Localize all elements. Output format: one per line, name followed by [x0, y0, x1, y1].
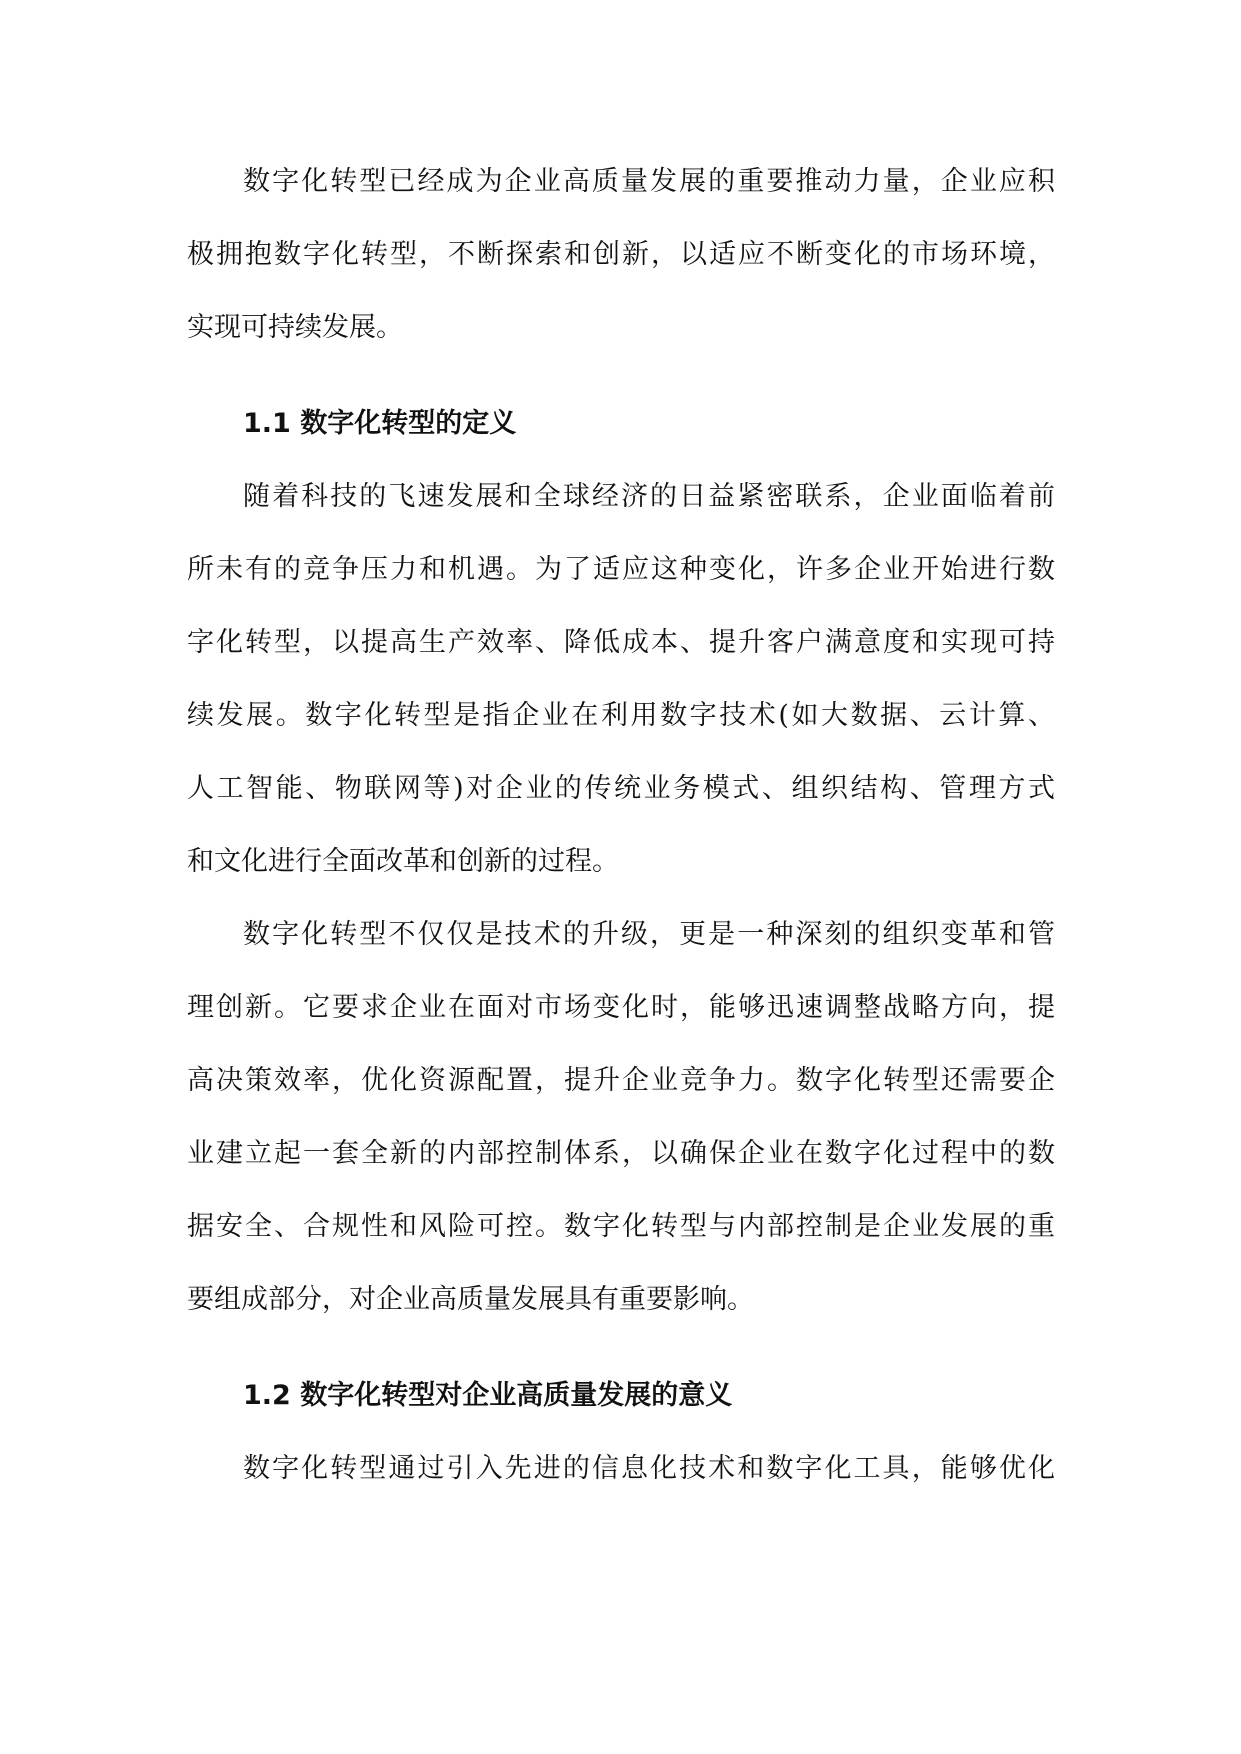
- section-1-2-paragraph-1: [187, 1432, 1055, 1505]
- text-line: 实现可持续发展。: [187, 312, 403, 343]
- text-line: 续发展。数字化转型是指企业在利用数字技术(如大数据、云计算、: [187, 700, 1055, 731]
- text-line: 理创新。它要求企业在面对市场变化时，能够迅速调整战略方向，提: [187, 992, 1055, 1023]
- intro-paragraph: [187, 145, 1055, 364]
- section-1-1-paragraph-1: [187, 460, 1055, 898]
- text-line: 人工智能、物联网等)对企业的传统业务模式、组织结构、管理方式: [187, 773, 1055, 804]
- document-body: [187, 145, 1055, 1505]
- text-line: 要组成部分，对企业高质量发展具有重要影响。: [187, 1284, 754, 1315]
- text-line: 数字化转型通过引入先进的信息化技术和数字化工具，能够优化: [243, 1453, 1055, 1484]
- section-heading-1-2: 1.2 数字化转型对企业高质量发展的意义: [243, 1380, 733, 1411]
- text-line: 数字化转型已经成为企业高质量发展的重要推动力量，企业应积: [243, 166, 1055, 197]
- text-line: 业建立起一套全新的内部控制体系，以确保企业在数字化过程中的数: [187, 1138, 1055, 1169]
- text-line: 据安全、合规性和风险可控。数字化转型与内部控制是企业发展的重: [187, 1211, 1055, 1242]
- spacer: [187, 364, 1055, 387]
- text-line: 字化转型，以提高生产效率、降低成本、提升客户满意度和实现可持: [187, 627, 1055, 658]
- text-line: 高决策效率，优化资源配置，提升企业竞争力。数字化转型还需要企: [187, 1065, 1055, 1096]
- text-line: 所未有的竞争压力和机遇。为了适应这种变化，许多企业开始进行数: [187, 554, 1055, 585]
- text-line: 和文化进行全面改革和创新的过程。: [187, 846, 619, 877]
- text-line: 数字化转型不仅仅是技术的升级，更是一种深刻的组织变革和管: [243, 919, 1055, 950]
- text-line: 随着科技的飞速发展和全球经济的日益紧密联系，企业面临着前: [243, 481, 1055, 512]
- spacer: [187, 1336, 1055, 1359]
- section-heading-1-1: 1.1 数字化转型的定义: [243, 408, 517, 439]
- section-1-1-paragraph-2: [187, 898, 1055, 1336]
- text-line: 极拥抱数字化转型，不断探索和创新，以适应不断变化的市场环境，: [187, 239, 1055, 270]
